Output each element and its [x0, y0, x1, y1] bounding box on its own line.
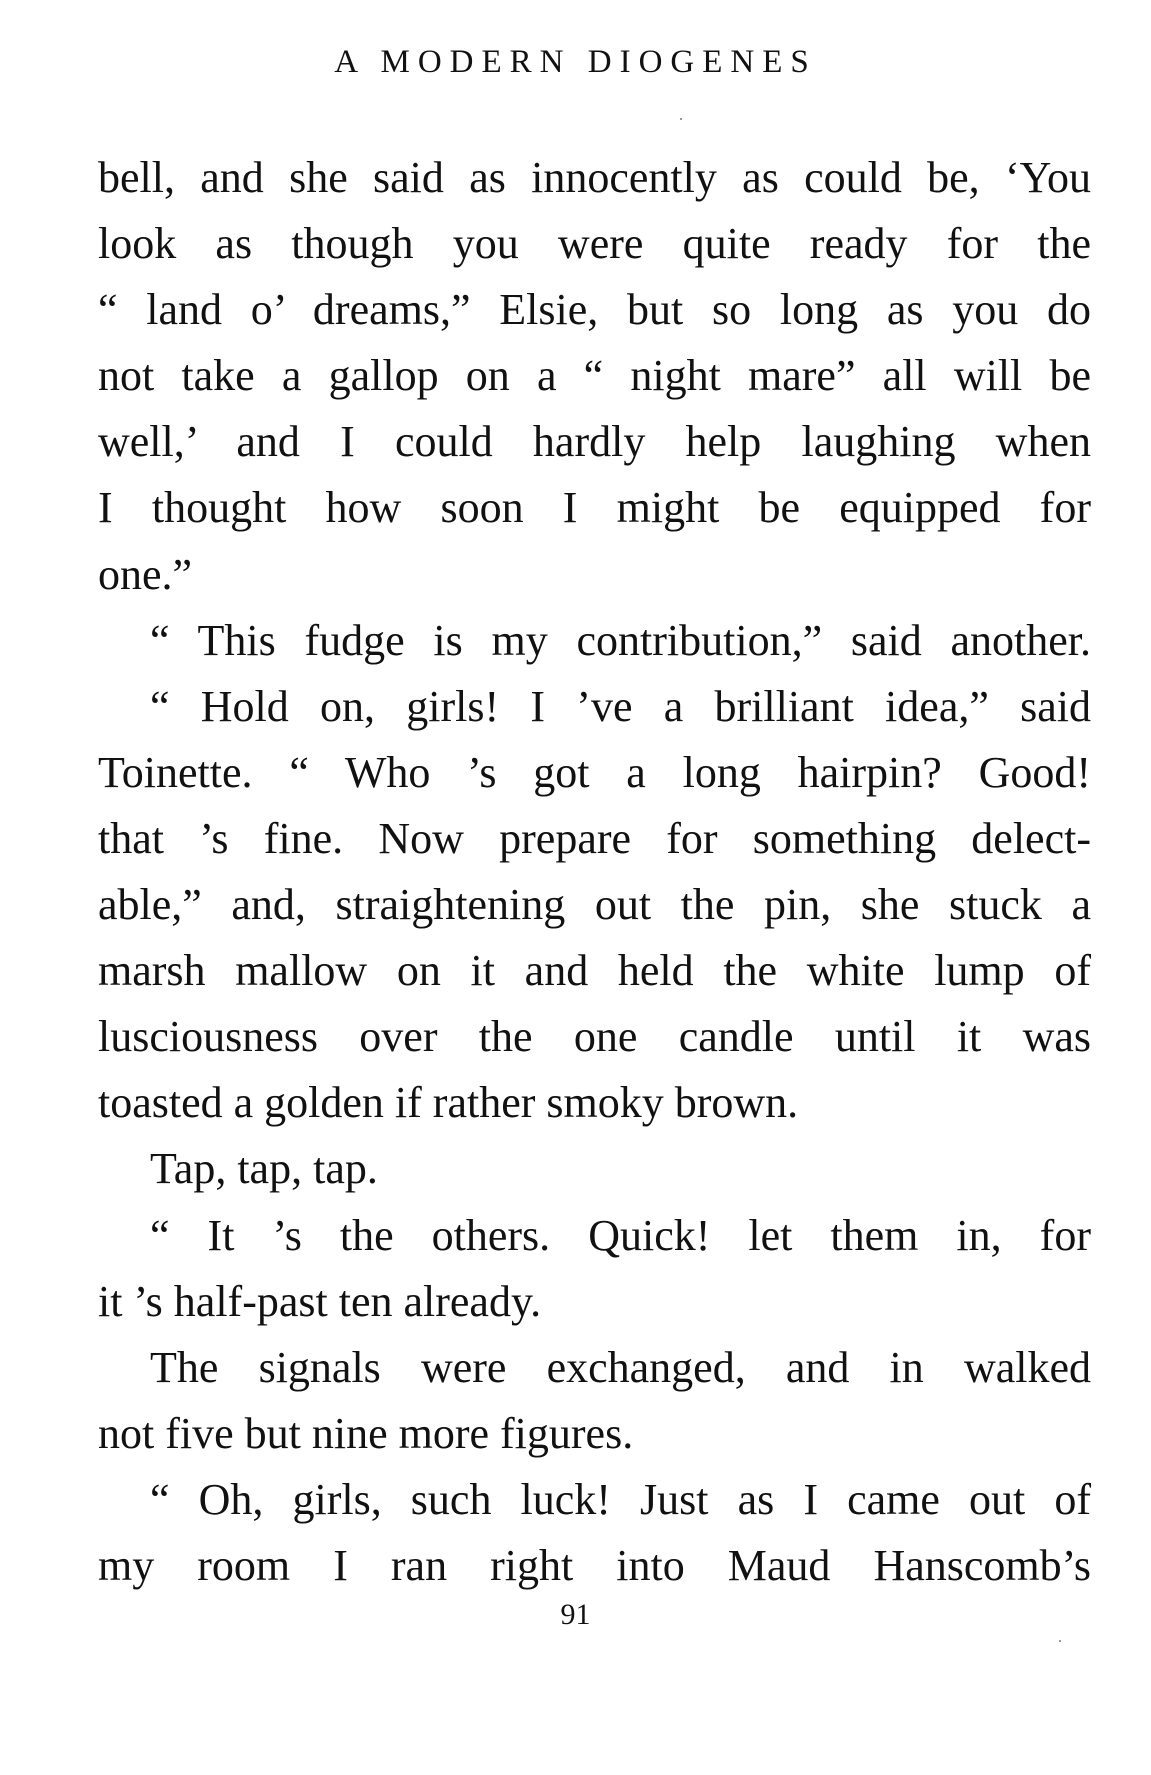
- page-number: 91: [560, 1598, 591, 1631]
- text-line: “ land o’ dreams,” Elsie, but so long as you do: [98, 285, 1091, 335]
- text-line: able,” and, straightening out the pin, she stuck a: [98, 880, 1091, 930]
- text-line: my room I ran right into Maud Hanscomb’s: [98, 1540, 1091, 1590]
- text-line: marsh mallow on it and held the white lump of: [98, 946, 1091, 996]
- text-line: Toinette. “ Who ’s got a long hairpin? Good!: [98, 747, 1091, 797]
- text-line: “ Oh, girls, such luck! Just as I came out of: [150, 1474, 1091, 1524]
- text-line: “ It ’s the others. Quick! let them in, for: [150, 1210, 1091, 1260]
- text-line: look as though you were quite ready for the: [98, 219, 1091, 269]
- text-line: well,’ and I could hardly help laughing when: [98, 417, 1091, 467]
- running-head: A MODERN DIOGENES: [334, 44, 817, 80]
- text-line: that ’s fine. Now prepare for something delect-: [98, 813, 1091, 863]
- text-line: one.”: [98, 549, 193, 599]
- paper-speck: [1059, 1640, 1061, 1642]
- text-line: “ This fudge is my contribution,” said another.: [150, 615, 1091, 665]
- text-line: toasted a golden if rather smoky brown.: [98, 1078, 799, 1128]
- text-line: not take a gallop on a “ night mare” all will be: [98, 351, 1091, 401]
- text-line: The signals were exchanged, and in walked: [150, 1342, 1091, 1392]
- text-line: Tap, tap, tap.: [150, 1144, 378, 1194]
- body-text: [98, 145, 1091, 1599]
- text-line: it ’s half-past ten already.: [98, 1276, 542, 1326]
- text-line: I thought how soon I might be equipped for: [98, 483, 1091, 533]
- paper-speck: [680, 118, 682, 120]
- text-line: lusciousness over the one candle until it was: [98, 1012, 1091, 1062]
- text-line: bell, and she said as innocently as could be, ‘You: [98, 153, 1091, 202]
- text-line: not five but nine more figures.: [98, 1408, 634, 1458]
- text-line: “ Hold on, girls! I ’ve a brilliant idea,” said: [150, 681, 1091, 731]
